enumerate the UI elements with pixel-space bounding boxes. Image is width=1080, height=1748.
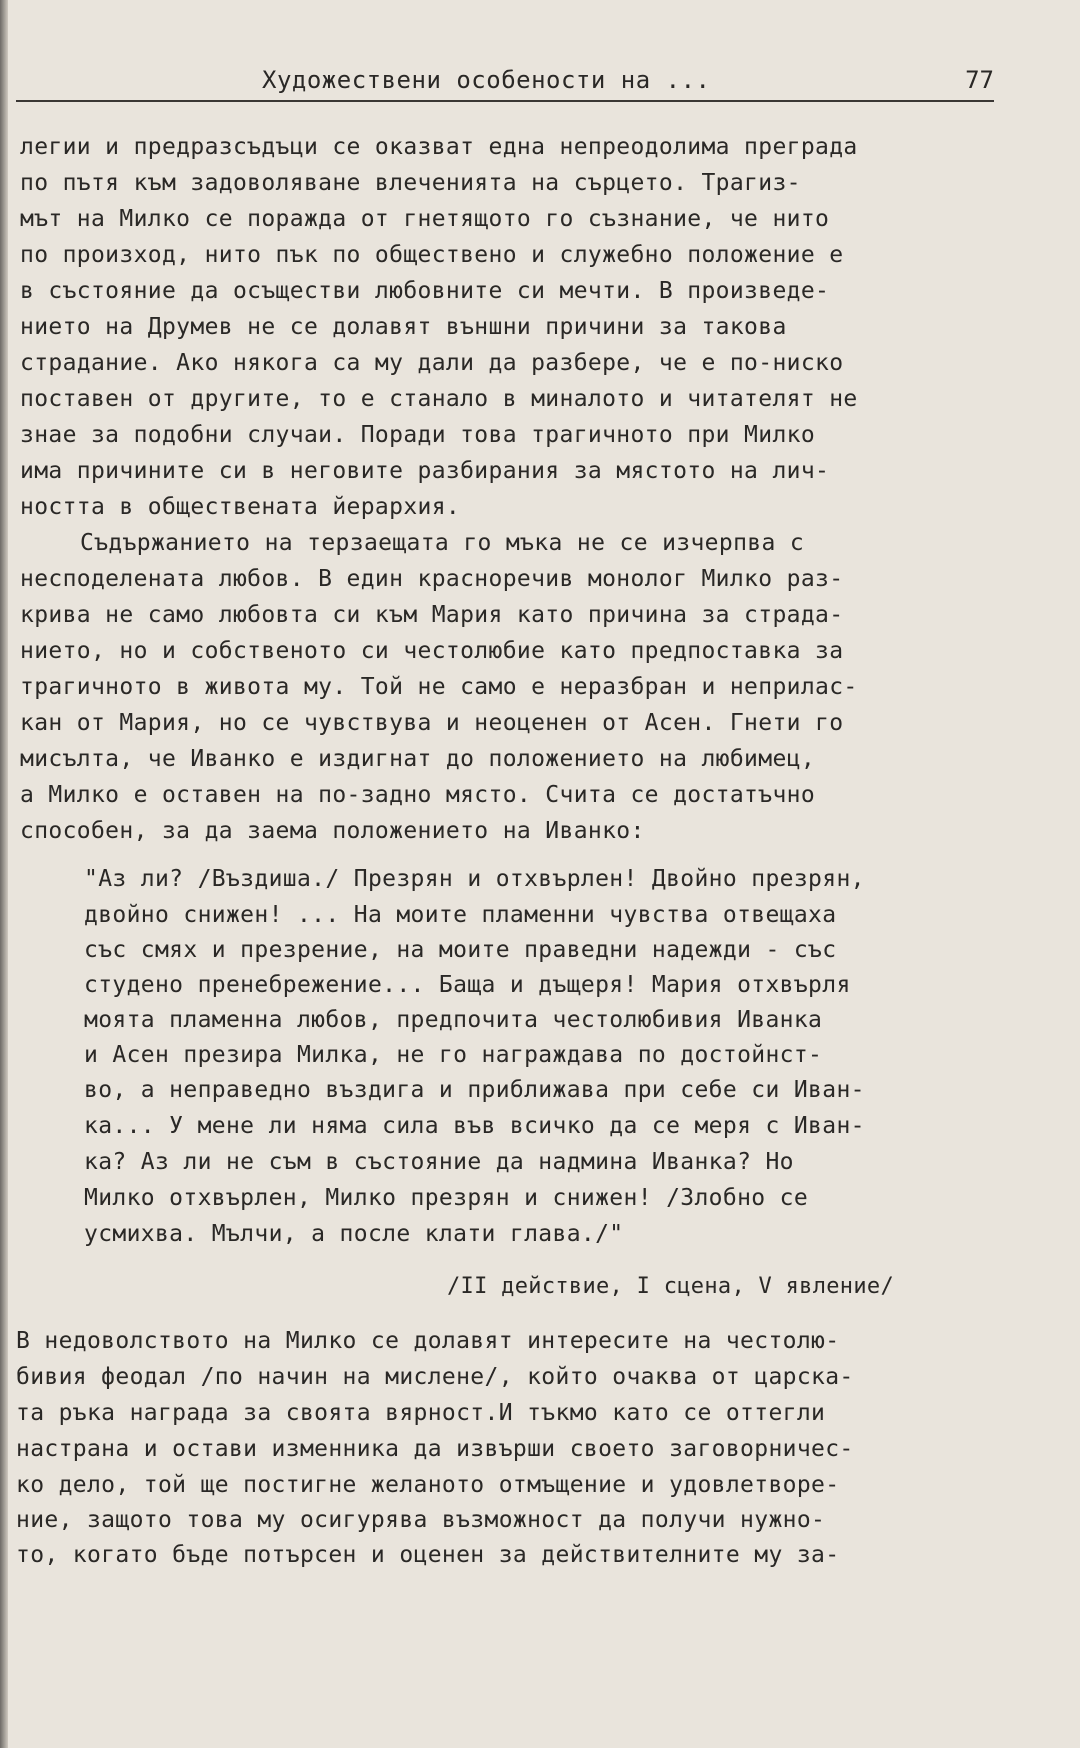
quote-line: студено пренебрежение... Баща и дъщеря! Мария отхвърля [84,972,851,998]
text-line: мисълта, че Иванко е издигнат до положението на любимец, [20,746,816,772]
text-line: Съдържанието на терзаещата го мъка не се изчерпва с [80,530,805,556]
header-title: Художествени особености на ... [262,66,711,94]
text-line: ко дело, той ще постигне желаното отмъщение и удовлетворе- [16,1472,840,1498]
quote-line: во, а неправедно въздига и приближава при себе си Иван- [84,1077,865,1103]
text-line: несподелената любов. В един красноречив монолог Милко раз- [20,566,844,592]
text-line: В недоволството на Милко се долавят интересите на честолю- [16,1328,840,1354]
running-header [16,60,994,102]
text-line: страдание. Ако някога са му дали да разбере, че е по-ниско [20,350,844,376]
page-number: 77 [965,66,994,94]
text-line: ние, защото това му осигурява възможност да получи нужно- [16,1507,826,1533]
text-line: то, когато бъде потърсен и оценен за действителните му за- [16,1542,840,1568]
quote-line: и Асен презира Милка, не го награждава по достойнст- [84,1042,823,1068]
text-line: знае за подобни случаи. Поради това трагичното при Милко [20,422,816,448]
quote-line: моята пламенна любов, предпочита честолюбивия Иванка [84,1007,823,1033]
quote-line: със смях и презрение, на моите праведни надежди - със [84,937,837,963]
text-line: бивия феодал /по начин на мислене/, който очаква от царска- [16,1364,854,1390]
text-line: та ръка награда за своята вярност.И тъкмо като се оттегли [16,1400,826,1426]
quote-line: ка... У мене ли няма сила във всичко да се меря с Иван- [84,1113,865,1139]
text-line: нието на Друмев не се долавят външни причини за такова [20,314,787,340]
text-line: ността в обществената йерархия. [20,494,461,520]
text-line: легии и предразсъдъци се оказват една непреодолима преграда [20,134,858,160]
text-line: в състояние да осъществи любовните си мечти. В произведе- [20,278,830,304]
text-line: крива не само любовта си към Мария като причина за страда- [20,602,844,628]
quote-line: двойно снижен! ... На моите пламенни чувства отвещаха [84,902,837,928]
text-line: способен, за да заема положението на Иванко: [20,818,645,844]
text-line: поставен от другите, то е станало в миналото и читателят не [20,386,858,412]
text-line: трагичното в живота му. Той не само е неразбран и неприлас- [20,674,858,700]
text-line: по произход, нито пък по обществено и служебно положение е [20,242,844,268]
text-line: кан от Мария, но се чувствува и неоценен от Асен. Гнети го [20,710,844,736]
quote-line: Милко отхвърлен, Милко презрян и снижен! /Злобно се [84,1185,809,1211]
text-line: настрана и остави изменника да извърши своето заговорничес- [16,1436,854,1462]
quote-line: "Аз ли? /Въздиша./ Презрян и отхвърлен! Двойно презрян, [84,866,865,892]
quote-line: усмихва. Мълчи, а после клати глава./" [84,1221,624,1247]
text-line: а Милко е оставен на по-задно място. Счита се достатъчно [20,782,816,808]
quote-attribution: /II действие, I сцена, V явление/ [447,1274,894,1299]
page-edge-shadow [0,0,8,1748]
quote-line: ка? Аз ли не съм в състояние да надмина Иванка? Но [84,1149,794,1175]
text-line: мът на Милко се поражда от гнетящото го съзнание, че нито [20,206,830,232]
text-line: нието, но и собственото си честолюбие като предпоставка за [20,638,844,664]
text-line: има причините си в неговите разбирания за мястото на лич- [20,458,830,484]
text-line: по пътя към задоволяване влеченията на сърцето. Трагиз- [20,170,801,196]
